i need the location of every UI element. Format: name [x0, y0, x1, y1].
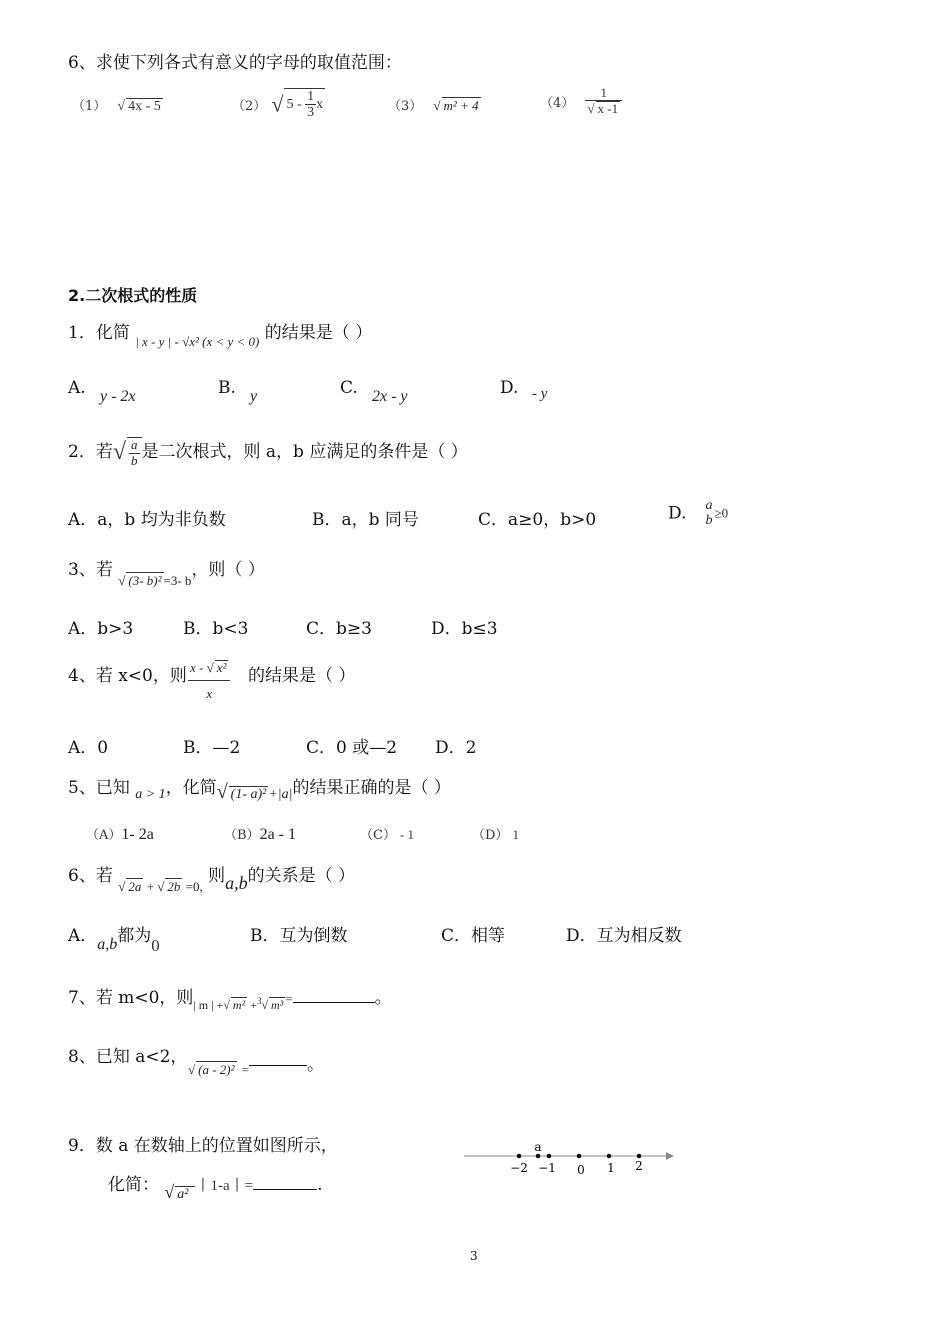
point-a-label: a: [534, 1140, 542, 1154]
q6-option-3: [388, 95, 481, 114]
p7-answer-blank[interactable]: [293, 1002, 375, 1003]
tick-label-neg1: −1: [538, 1161, 556, 1175]
p6-option-a: A．a,b都为0: [68, 926, 160, 955]
p8-expression: √ (a - 2)² = 。: [188, 1055, 324, 1077]
p8-stem: 8、已知 a<2，: [68, 1047, 188, 1067]
q6-label-4: （4）: [540, 95, 575, 111]
tick-label-0: 0: [577, 1163, 585, 1177]
p3-stem: 3、若 $_{√ (3- b)^2 =3- b}$，则（ ）: [68, 560, 265, 588]
p5-option-b: （B）2a - 1: [224, 826, 296, 843]
p3-option-a: A．b>3: [68, 619, 134, 639]
tick-dot-2: [637, 1154, 642, 1159]
p9-expression: √ a²: [164, 1182, 189, 1202]
p6-option-d: D．互为相反数: [566, 926, 682, 946]
p4-stem-end: 的结果是（ ）: [248, 666, 356, 686]
p9-answer-blank[interactable]: [253, 1189, 317, 1190]
p9-simplify: 化简： $_{√ a^2}$-丨1-a丨= .: [108, 1175, 323, 1202]
p6-option-b: B．互为倒数: [250, 926, 348, 946]
p4-option-d: D．2: [435, 738, 477, 758]
p4-stem-start: 4、若 x<0，则: [68, 666, 187, 686]
tick-label-2: 2: [635, 1159, 643, 1173]
q6-option-2: [232, 88, 325, 121]
p1-label-b: B.: [218, 378, 236, 398]
sqrt-icon: √: [271, 91, 284, 117]
p7-stem: 7、若 m<0，则$_{| m | +√ m^2 +^3√ m^3}$ = 。: [68, 988, 392, 1012]
p9-stem: 9．数 a 在数轴上的位置如图所示，: [68, 1136, 338, 1156]
p2-option-b: B．a，b 同号: [312, 510, 419, 530]
q6-intro: 6、求使下列各式有意义的字母的取值范围：: [68, 53, 402, 73]
p2-option-c: C．a≥0，b>0: [478, 510, 597, 530]
p1-answer-d: - y: [532, 386, 548, 402]
p4-option-c: C．0 或—2: [306, 738, 398, 758]
q6-option-1: [72, 95, 163, 115]
p5-option-a: （A）1- 2a: [86, 826, 154, 843]
point-a-dot: [536, 1154, 541, 1159]
page-number: 3: [470, 1249, 478, 1263]
tick-dot-neg1: [547, 1154, 552, 1159]
p3-option-b: B．b<3: [183, 619, 249, 639]
p6-expression: √ 2a + √ 2b =0,: [118, 879, 203, 894]
sqrt-icon: √: [112, 439, 126, 465]
q6-expr-3: √ m² + 4: [433, 98, 479, 113]
p1-answer-b: y: [250, 388, 258, 405]
p1-expression: | x - y | - √x² (x < y < 0): [135, 334, 260, 349]
q6-expr-1: √ 4x - 5: [117, 99, 161, 114]
number-line-arrow-icon: [666, 1152, 674, 1160]
p1-label-c: C.: [340, 378, 358, 398]
number-line: [460, 1136, 680, 1182]
p1-answer-a: y - 2x: [100, 388, 136, 405]
p4-fraction: $\frac{\text{x - √ x²}}{x}$: [188, 660, 230, 702]
q6-expr-2: 5 - $\frac{1}{3}$ x: [286, 89, 324, 121]
p1-answer-c: 2x - y: [372, 388, 408, 405]
tick-dot-1: [607, 1154, 612, 1159]
p6-stem: 6、若 $_{√ 2a + √ 2b =0,}$ 则a,b的关系是（ ）: [68, 866, 356, 894]
p5-expression: √ (1- a)² +|a|: [216, 781, 293, 803]
p5-stem: 5、已知 $_{a > 1}$，化简$_{√ (1- a)^2 +|a|}$的结果正确的是（ ）: [68, 778, 451, 803]
section-title: 2.二次根式的性质: [68, 286, 198, 305]
tick-label-neg2: −2: [510, 1161, 528, 1175]
p6-option-c: C．相等: [441, 926, 506, 946]
tick-dot-0: [577, 1154, 582, 1159]
p2-radicand: $\frac{a}{b}$: [127, 437, 142, 468]
p7-expression: | m | +√ m² +3√ m³: [193, 996, 284, 1012]
p5-option-c: （C） - 1: [360, 827, 415, 843]
p1-label-a: A.: [68, 378, 86, 398]
tick-label-1: 1: [607, 1161, 615, 1175]
p3-option-d: D．b≤3: [431, 619, 498, 639]
p5-option-d: （D） 1: [472, 827, 519, 843]
p1-stem: 1．化简 $_{| x - y | - √x^2 (x < y < 0)}$ 的结果是（ ）: [68, 323, 373, 349]
q6-label-2: （2）: [232, 98, 267, 114]
p4-option-a: A．0: [68, 738, 109, 758]
p1-label-d: D.: [500, 378, 519, 398]
p5-condition: a > 1: [135, 787, 166, 802]
q6-expr-4: $\frac{1}{√ x -1}$: [585, 86, 622, 117]
p4-option-b: B．—2: [183, 738, 241, 758]
q6-option-4: [540, 86, 622, 117]
p3-option-c: C．b≥3: [306, 619, 372, 639]
p2-option-d: D. a b ≥0: [668, 498, 729, 529]
p2-stem: 2．若√ $\frac{a}{b}$ 是二次根式，则 a，b 应满足的条件是（ ）: [68, 437, 468, 468]
p8-answer-blank[interactable]: [249, 1065, 307, 1066]
q6-label-1: （1）: [72, 99, 107, 114]
p2-option-a: A．a，b 均为非负数: [68, 510, 226, 530]
tick-dot-neg2: [517, 1154, 522, 1159]
p3-expression: √ (3- b)² =3- b: [118, 573, 192, 588]
q6-label-3: （3）: [388, 99, 423, 114]
